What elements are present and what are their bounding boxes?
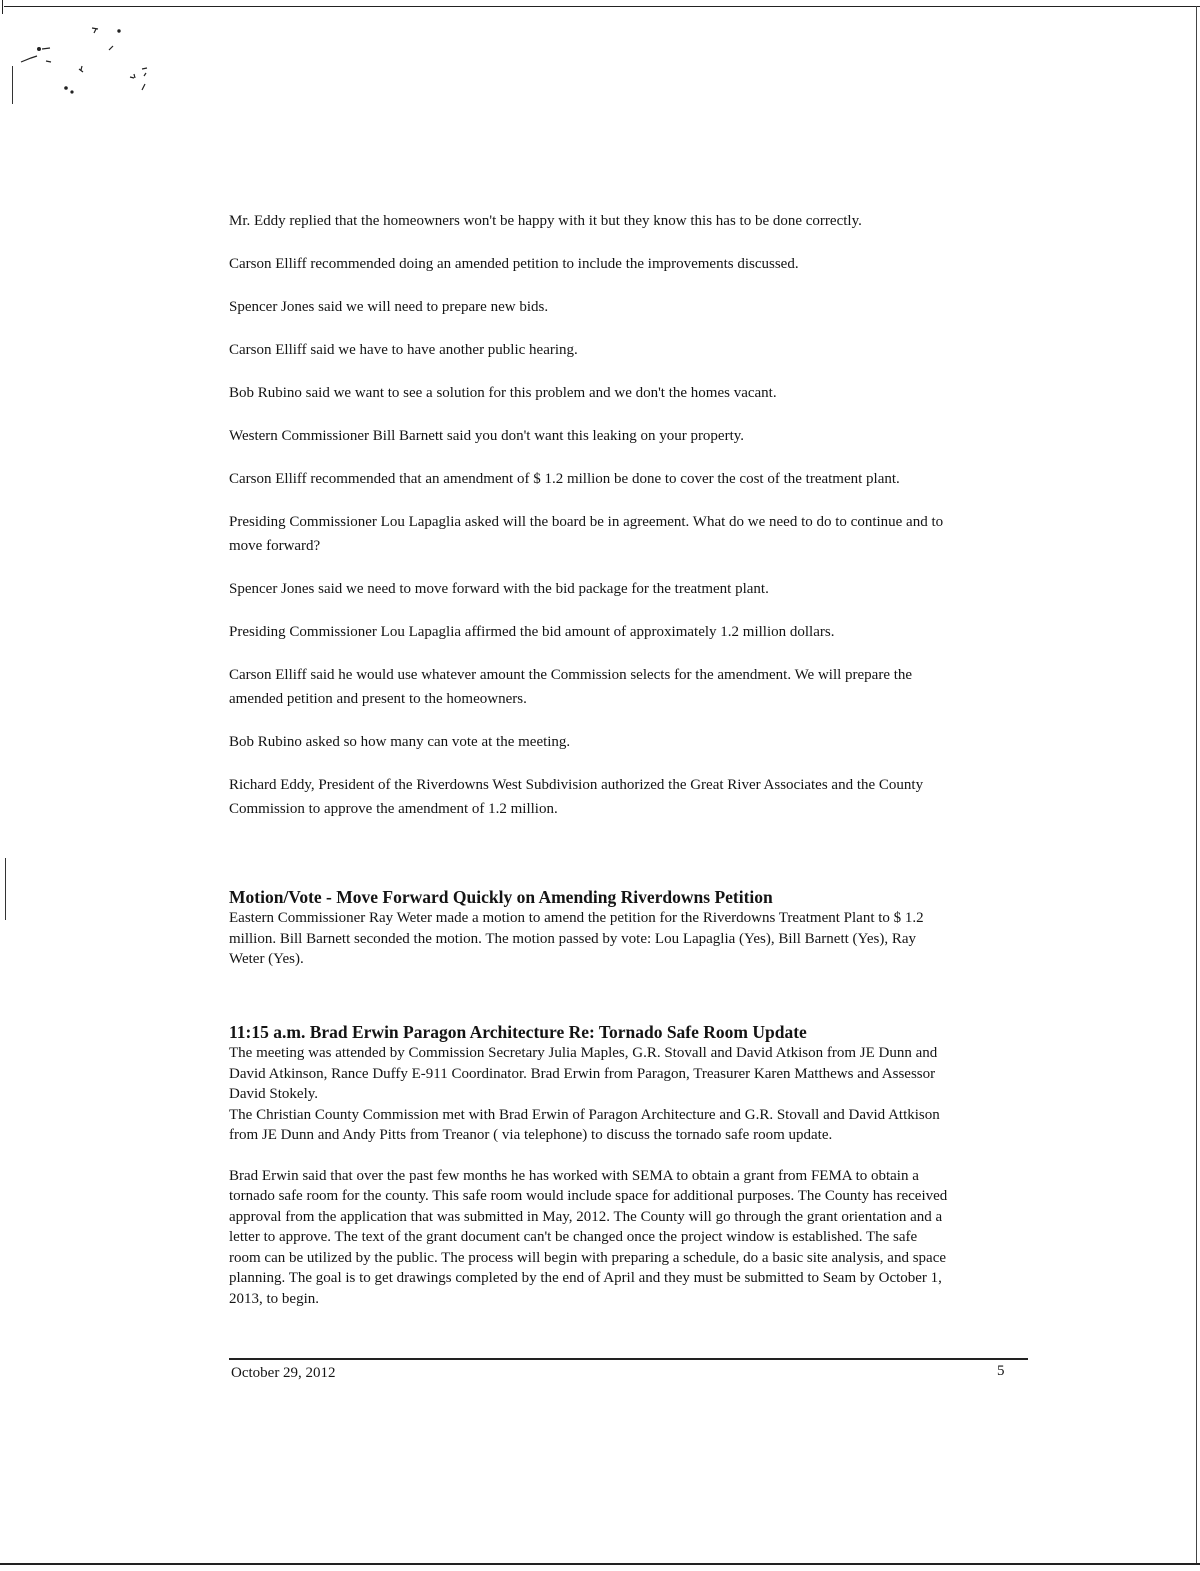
minutes-body (229, 209, 949, 821)
safe-room-attendance: The meeting was attended by Commission Secretary Julia Maples, G.R. Stovall and David Atkison from JE Dunn and David Atkinson, Rance Duffy E-911 Coordinator. Brad Erwin from Paragon, Treasurer Karen Matthews and Assessor David Stokely. (229, 1045, 938, 1102)
safe-room-meeting: The Christian County Commission met with Brad Erwin of Paragon Architecture and G.R. Stovall and David Attkison from JE Dunn and Andy Pitts from Treanor ( via telephone) to discuss the tornado safe room update. (229, 1106, 940, 1143)
footer-page-number: 5 (997, 1363, 1005, 1379)
minutes-paragraph: Spencer Jones said we need to move forward with the bid package for the treatment plant. (229, 581, 769, 597)
minutes-paragraph: Carson Elliff recommended that an amendment of $ 1.2 million be done to cover the cost of the treatment plant. (229, 471, 900, 487)
minutes-paragraph: Carson Elliff said we have to have another public hearing. (229, 342, 578, 358)
safe-room-update: Brad Erwin said that over the past few months he has worked with SEMA to obtain a grant from FEMA to obtain a tornado safe room for the county. This safe room would include space for additional purposes. The County has received approval from the application that was submitted in May, 2012. The County will go through the grant orientation and a letter to approve. The text of the grant document can't be changed once the project window is established. The safe room can be utilized by the public. The process will begin with preparing a schedule, do a basic site analysis, and space planning. The goal is to get drawings completed by the end of April and they must be submitted to Seam by October 1, 2013, to begin. (229, 1167, 948, 1307)
minutes-paragraph: Carson Elliff recommended doing an amended petition to include the improvements discussed. (229, 256, 799, 272)
scan-margin-mark (5, 858, 6, 920)
minutes-paragraph: Bob Rubino said we want to see a solution for this problem and we don't the homes vacant. (229, 385, 777, 401)
footer-rule (229, 1358, 1028, 1360)
motion-heading: Motion/Vote - Move Forward Quickly on Amending Riverdowns Petition (229, 887, 773, 907)
minutes-paragraph: Carson Elliff said he would use whatever amount the Commission selects for the amendment. We will prepare the amended petition and present to the homeowners. (229, 667, 913, 707)
minutes-paragraph: Bob Rubino asked so how many can vote at the meeting. (229, 734, 571, 750)
minutes-paragraph: Presiding Commissioner Lou Lapaglia affirmed the bid amount of approximately 1.2 million dollars. (229, 624, 835, 640)
minutes-paragraph: Richard Eddy, President of the Riverdowns West Subdivision authorized the Great River Associates and the County Commission to approve the amendment of 1.2 million. (229, 777, 924, 817)
minutes-paragraph: Presiding Commissioner Lou Lapaglia asked will the board be in agreement. What do we need to do to continue and to move forward? (229, 514, 944, 554)
scan-border-top (4, 6, 1200, 7)
minutes-paragraph: Mr. Eddy replied that the homeowners won't be happy with it but they know this has to be done correctly. (229, 213, 862, 229)
scan-border-bottom (0, 1563, 1200, 1565)
scan-border-right (1196, 6, 1197, 1563)
scan-specks (0, 0, 180, 110)
minutes-paragraph: Spencer Jones said we will need to prepare new bids. (229, 299, 549, 315)
footer-date: October 29, 2012 (231, 1365, 336, 1381)
minutes-paragraph: Western Commissioner Bill Barnett said you don't want this leaking on your property. (229, 428, 745, 444)
safe-room-section (229, 1021, 949, 1309)
motion-section (229, 886, 949, 970)
motion-text: Eastern Commissioner Ray Weter made a motion to amend the petition for the Riverdowns Treatment Plant to $ 1.2 million. Bill Barnett seconded the motion. The motion passed by vote: Lou Lapaglia (Yes), Bill Barnett (Yes), Ray Weter (Yes). (229, 910, 924, 967)
safe-room-heading: 11:15 a.m. Brad Erwin Paragon Architecture Re: Tornado Safe Room Update (229, 1022, 807, 1042)
